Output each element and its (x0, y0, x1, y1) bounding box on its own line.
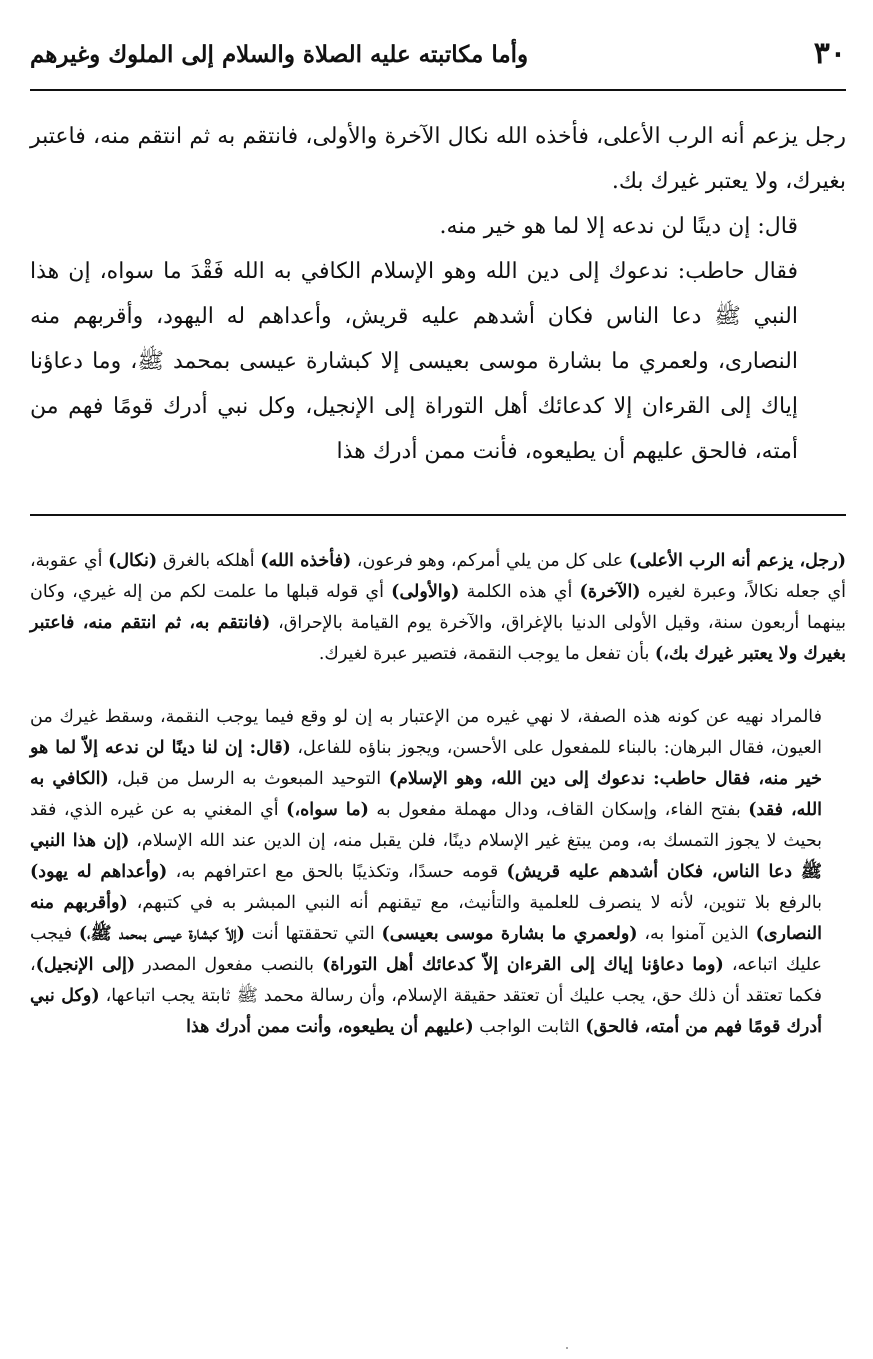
main-text (30, 114, 846, 474)
commentary-text: أي عقوبة، أي جعله نكالاً، وعبرة لغيره (30, 551, 847, 602)
quoted-text: (ما سواه،) (286, 800, 369, 820)
page-header (30, 34, 846, 82)
quoted-text: (نكال) (108, 551, 158, 571)
main-paragraph-2: قال: إن دينًا لن ندعه إلا لما هو خير منه. (439, 214, 798, 239)
commentary-text: أي هذه الكلمة (459, 582, 580, 602)
scan-speck (566, 1347, 568, 1349)
commentary-text: أهلكه بالغرق (157, 551, 261, 571)
commentary-text: بأن تفعل ما يوجب النقمة، فتصير عبرة لغيرك. (318, 644, 655, 664)
page-number: ٣٠ (813, 36, 846, 71)
commentary-text: بفتح الفاء، وإسكان القاف، ودال مهملة مفعول به (368, 800, 749, 820)
commentary-text: بالنصب مفعول المصدر (135, 955, 323, 975)
quoted-text: (وكل نبي أدرك قومًا فهم من أمته، فالحق) (30, 986, 822, 1037)
commentary-paragraph-2 (30, 702, 846, 1043)
commentary-text: الثابت الواجب (473, 1017, 586, 1037)
quoted-text: (الكافي به الله، فقد) (30, 769, 823, 820)
running-title: وأما مكاتبته عليه الصلاة والسلام إلى الملوك وغيرهم (30, 41, 529, 68)
commentary-text: على كل من يلي أمركم، وهو فرعون، (351, 551, 629, 571)
quoted-text: (فأخذه الله) (260, 551, 352, 571)
main-paragraph-3: فقال حاطب: ندعوك إلى دين الله وهو الإسلام الكافي به الله فَقْدَ ما سواه، إن هذا النبي ﷺ دعا الناس فكان أشدهم عليه قريش، وأعداهم له اليهود، وأقربهم منه النصارى، ولعمري ما بشارة موسى بعيسى إلا كبشارة عيسى بمحمد ﷺ، وما دعاؤنا إياك إلى القرءان إلا كدعائك أهل التوراة إلى الإنجيل، وكل نبي أدرك قومًا فهم من أمته، فالحق عليهم أن يطيعوه، فأنت ممن أدرك هذا (30, 259, 798, 464)
commentary-text: الذين آمنوا به، (637, 924, 756, 944)
header-divider (30, 89, 846, 91)
quoted-text: (إن هذا النبي ﷺ دعا الناس، فكان أشدهم عليه قريش) (30, 831, 822, 882)
commentary-text: التوحيد المبعوث به الرسل من قبل، (108, 769, 389, 789)
quoted-text: (الآخرة) (579, 582, 641, 602)
commentary-text: قومه حسدًا، وتكذيبًا بالحق مع اعترافهم به، (167, 862, 507, 882)
commentary-text: أي قوله قبلها ما علمت لكم من إله غيري، وكان بينهما أربعون سنة، وقيل الأولى الدنيا بالإغراق، والآخرة يوم القيامة بالإحراق، (30, 582, 846, 633)
commentary-text: فيجب عليك اتباعه، (30, 924, 822, 975)
quoted-text: (وأقربهم منه النصارى) (30, 893, 822, 944)
commentary-text: التي تحققتها أنت (244, 924, 382, 944)
quoted-text: (إلى الإنجيل) (35, 955, 136, 975)
quoted-text: (والأولى) (391, 582, 460, 602)
quoted-text: (إلاّ كبشارة عيسى بمحمد ﷺ،) (78, 924, 245, 944)
quoted-text: (قال: إن لنا دينًا لن ندعه إلاّ لما هو خير منه، فقال حاطب: ندعوك إلى دين الله، وهو الإسلام) (30, 738, 822, 789)
quoted-text: (وما دعاؤنا إياك إلى القرءان إلاّ كدعائك أهل التوراة) (322, 955, 724, 975)
quoted-text: (وأعداهم له يهود) (30, 862, 168, 882)
quoted-text: (رجل، يزعم أنه الرب الأعلى) (628, 551, 846, 571)
commentary-text: ، فكما تعتقد أن ذلك حق، يجب عليك أن تعتقد حقيقة الإسلام، وأن رسالة محمد ﷺ ثابتة يجب اتباعها، (30, 955, 822, 1006)
quoted-text: (ولعمري ما بشارة موسى بعيسى) (381, 924, 638, 944)
commentary-text: بالرفع بلا تنوين، لأنه لا ينصرف للعلمية والتأنيث، مع تيقنهم أنه النبي المبشر به في كتبهم، (127, 893, 823, 913)
commentary-paragraph-1 (30, 546, 846, 670)
commentary-text: فالمراد نهيه عن كونه هذه الصفة، لا نهي غيره من الإعتبار به إن لو وقع فيما يوجب النقمة، وسقط غيرك من العيون، فقال البرهان: بالبناء للمفعول على الأحسن، ويجوز بناؤه للفاعل، (30, 707, 822, 758)
commentary-divider (30, 514, 846, 516)
commentary (30, 546, 846, 1043)
commentary-text: أي المغني به عن غيره الذي، فقد بحيث لا يجوز التمسك به، ومن يبتغ غير الإسلام دينًا، فلن يقبل منه، إن الدين عند الله الإسلام، (30, 800, 823, 851)
quoted-text: (عليهم أن يطيعوه، وأنت ممن أدرك هذا (186, 1017, 474, 1037)
quoted-text: (فانتقم به، ثم انتقم منه، فاعتبر بغيرك ولا يعتبر غيرك بك،) (30, 613, 846, 664)
main-paragraph-1: رجل يزعم أنه الرب الأعلى، فأخذه الله نكال الآخرة والأولى، فانتقم به ثم انتقم منه، فاعتبر بغيرك، ولا يعتبر غيرك بك. (30, 124, 846, 194)
